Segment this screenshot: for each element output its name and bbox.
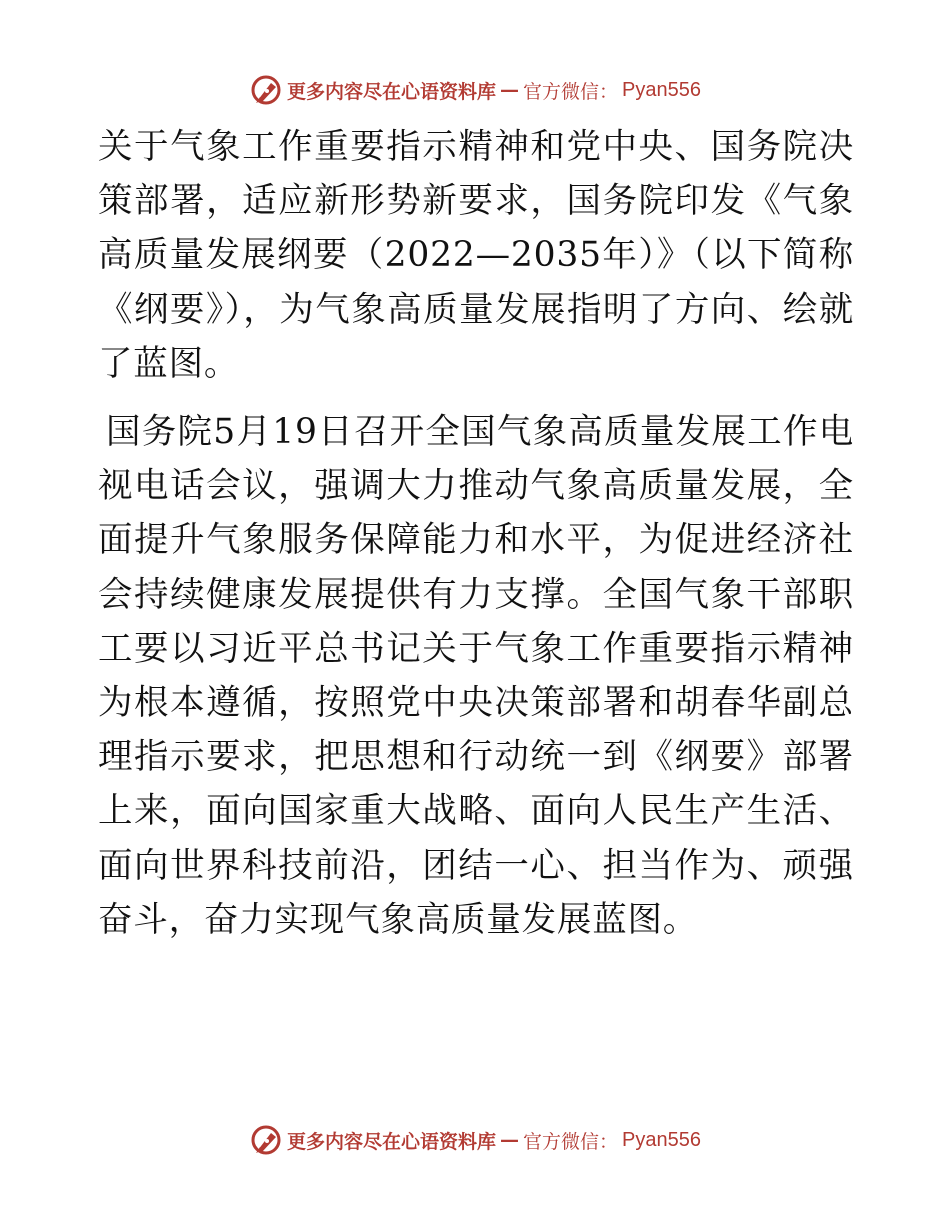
header-banner <box>0 70 950 110</box>
header-site-text: 更多内容尽在心语资料库 <box>287 80 497 103</box>
footer-banner <box>0 1120 950 1160</box>
footer-separator: — <box>500 1129 520 1151</box>
header-wechat-id: Pyan556 <box>622 78 701 101</box>
document-body <box>98 120 854 947</box>
pen-nib-logo-icon <box>249 73 283 107</box>
header-wechat-label: 官方微信： <box>523 80 619 103</box>
paragraph-1: 关于气象工作重要指示精神和党中央、国务院决策部署，适应新形势新要求，国务院印发《气象高质量发展纲要（2022—2035年）》（以下简称《纲要》），为气象高质量发展指明了方向、绘就了蓝图。 <box>98 127 854 384</box>
pen-nib-logo-icon <box>249 1123 283 1157</box>
paragraph-2: 国务院5月19日召开全国气象高质量发展工作电视电话会议，强调大力推动气象高质量发展，全面提升气象服务保障能力和水平，为促进经济社会持续健康发展提供有力支撑。全国气象干部职工要以习近平总书记关于气象工作重要指示精神为根本遵循，按照党中央决策部署和胡春华副总理指示要求，把思想和行动统一到《纲要》部署上来，面向国家重大战略、面向人民生产生活、面向世界科技前沿，团结一心、担当作为、顽强奋斗，奋力实现气象高质量发展蓝图。 <box>98 412 854 940</box>
header-separator: — <box>500 79 520 101</box>
footer-wechat-label: 官方微信： <box>523 1130 619 1153</box>
footer-wechat-id: Pyan556 <box>622 1128 701 1151</box>
footer-site-text: 更多内容尽在心语资料库 <box>287 1130 497 1153</box>
